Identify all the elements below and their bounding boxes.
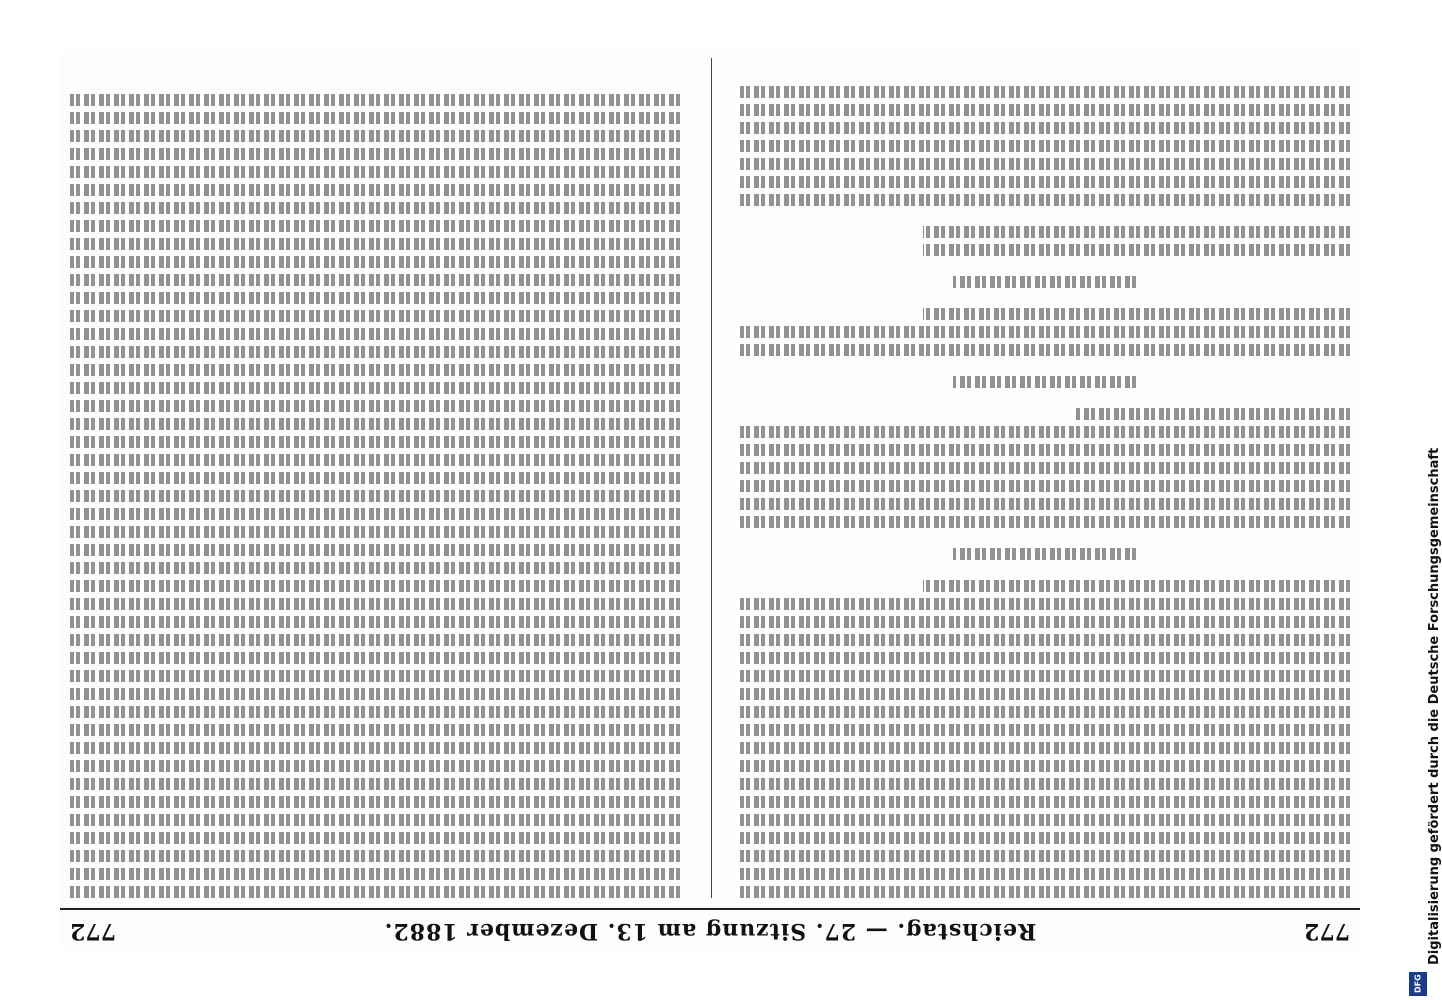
text-line <box>740 86 1350 98</box>
scanned-page <box>60 50 1360 950</box>
text-line <box>70 868 680 880</box>
text-line <box>70 292 680 304</box>
text-line <box>740 122 1350 134</box>
text-line <box>70 598 680 610</box>
text-line <box>70 760 680 772</box>
text-line <box>70 382 680 394</box>
text-line <box>70 472 680 484</box>
text-line <box>70 400 680 412</box>
text-line <box>740 598 1350 610</box>
text-line <box>70 616 680 628</box>
text-line <box>70 94 680 106</box>
text-line <box>70 148 680 160</box>
text-line <box>954 376 1137 388</box>
page-number-right: 772 <box>70 918 116 944</box>
text-line <box>740 742 1350 754</box>
dfg-logo-icon: DFG <box>1409 972 1427 996</box>
text-line <box>70 184 680 196</box>
text-line <box>70 562 680 574</box>
text-line <box>70 454 680 466</box>
running-title: Reichstag. — 27. Sitzung am 13. Dezember 1882. <box>383 918 1037 944</box>
page-number-left: 772 <box>1304 918 1350 944</box>
text-line <box>70 166 680 178</box>
column-divider <box>711 58 712 898</box>
text-line <box>954 548 1137 560</box>
text-line <box>740 760 1350 772</box>
text-line <box>70 436 680 448</box>
digitization-footer <box>1405 0 1442 1000</box>
text-line <box>740 850 1350 862</box>
text-line <box>70 652 680 664</box>
text-line <box>740 498 1350 510</box>
text-line <box>740 796 1350 808</box>
text-line <box>70 814 680 826</box>
digitization-notice: Digitalisierung gefördert durch die Deutsche Forschungsgemeinschaft <box>1427 447 1442 965</box>
text-line <box>70 328 680 340</box>
text-line <box>70 364 680 376</box>
text-line <box>70 688 680 700</box>
text-line <box>70 418 680 430</box>
text-line <box>70 526 680 538</box>
text-line <box>70 202 680 214</box>
text-line <box>70 508 680 520</box>
text-line <box>1076 408 1351 420</box>
text-line <box>740 444 1350 456</box>
text-line <box>740 516 1350 528</box>
text-line <box>740 326 1350 338</box>
text-line <box>70 832 680 844</box>
running-header <box>60 908 1360 950</box>
text-line <box>70 274 680 286</box>
text-line <box>740 140 1350 152</box>
text-column-left <box>740 58 1350 898</box>
text-line <box>740 158 1350 170</box>
text-column-right <box>70 58 680 898</box>
text-line <box>740 426 1350 438</box>
text-line <box>70 796 680 808</box>
rotated-page-content <box>60 50 1360 950</box>
text-line <box>740 778 1350 790</box>
text-line <box>740 176 1350 188</box>
text-line <box>740 706 1350 718</box>
text-line <box>740 480 1350 492</box>
text-line <box>740 344 1350 356</box>
text-line <box>923 226 1350 238</box>
text-line <box>740 194 1350 206</box>
text-line <box>70 634 680 646</box>
text-line <box>70 490 680 502</box>
text-line <box>70 742 680 754</box>
text-line <box>70 850 680 862</box>
text-line <box>70 130 680 142</box>
text-line <box>70 706 680 718</box>
text-line <box>70 724 680 736</box>
text-line <box>70 112 680 124</box>
text-line <box>70 886 680 898</box>
text-line <box>70 238 680 250</box>
text-line <box>923 580 1350 592</box>
text-line <box>740 688 1350 700</box>
text-line <box>740 104 1350 116</box>
text-line <box>740 462 1350 474</box>
text-line <box>70 256 680 268</box>
text-line <box>740 886 1350 898</box>
text-line <box>954 276 1137 288</box>
text-line <box>923 244 1350 256</box>
text-line <box>70 220 680 232</box>
text-line <box>70 778 680 790</box>
text-line <box>740 634 1350 646</box>
text-line <box>740 814 1350 826</box>
text-line <box>70 544 680 556</box>
text-line <box>70 310 680 322</box>
text-line <box>740 724 1350 736</box>
text-line <box>740 832 1350 844</box>
text-line <box>740 670 1350 682</box>
text-line <box>70 580 680 592</box>
text-line <box>70 670 680 682</box>
text-line <box>740 616 1350 628</box>
text-line <box>923 308 1350 320</box>
text-line <box>740 652 1350 664</box>
text-line <box>70 346 680 358</box>
text-line <box>740 868 1350 880</box>
